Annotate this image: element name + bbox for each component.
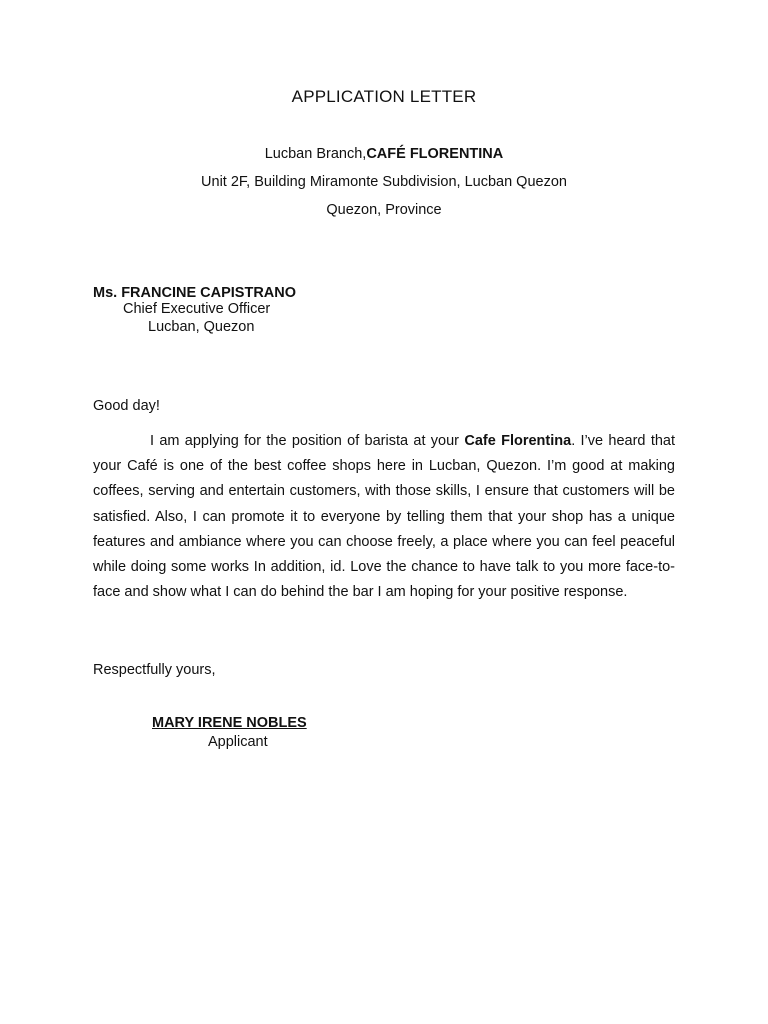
- recipient-location: Lucban, Quezon: [148, 319, 255, 335]
- greeting: Good day!: [93, 398, 160, 414]
- sender-address-line-1: [0, 146, 768, 162]
- body-highlight-business: Cafe Florentina: [464, 433, 572, 449]
- letter-body: [93, 429, 675, 605]
- body-text-part-2: . I’ve heard that your Café is one of the best coffee shops here in Lucban, Quezon. I’m good at making coffees, serving and entertain customers, with those skills, I ensure that customers will be satisfied. Also, I can promote it to everyone by telling them that your shop has a unique features and ambiance where you can choose freely, a place where you can feel peaceful while doing some works In addition, id. Love the chance to have talk to you more face-to-face and show what I can do behind the bar I am hoping for your positive response.: [93, 433, 676, 601]
- branch-prefix: Lucban Branch,: [264, 146, 367, 162]
- body-text-part-1: I am applying for the position of barista at your: [150, 433, 465, 449]
- letter-title: APPLICATION LETTER: [291, 87, 477, 106]
- signer-role: Applicant: [208, 734, 268, 750]
- sender-address-line-2: Unit 2F, Building Miramonte Subdivision, Lucban Quezon: [201, 174, 567, 190]
- recipient-name: Ms. FRANCINE CAPISTRANO: [93, 285, 297, 301]
- sender-address-line-3: Quezon, Province: [326, 202, 442, 218]
- signer-name: MARY IRENE NOBLES: [152, 715, 307, 731]
- closing: Respectfully yours,: [93, 662, 216, 678]
- business-name: CAFÉ FLORENTINA: [366, 146, 504, 162]
- recipient-title: Chief Executive Officer: [123, 301, 271, 317]
